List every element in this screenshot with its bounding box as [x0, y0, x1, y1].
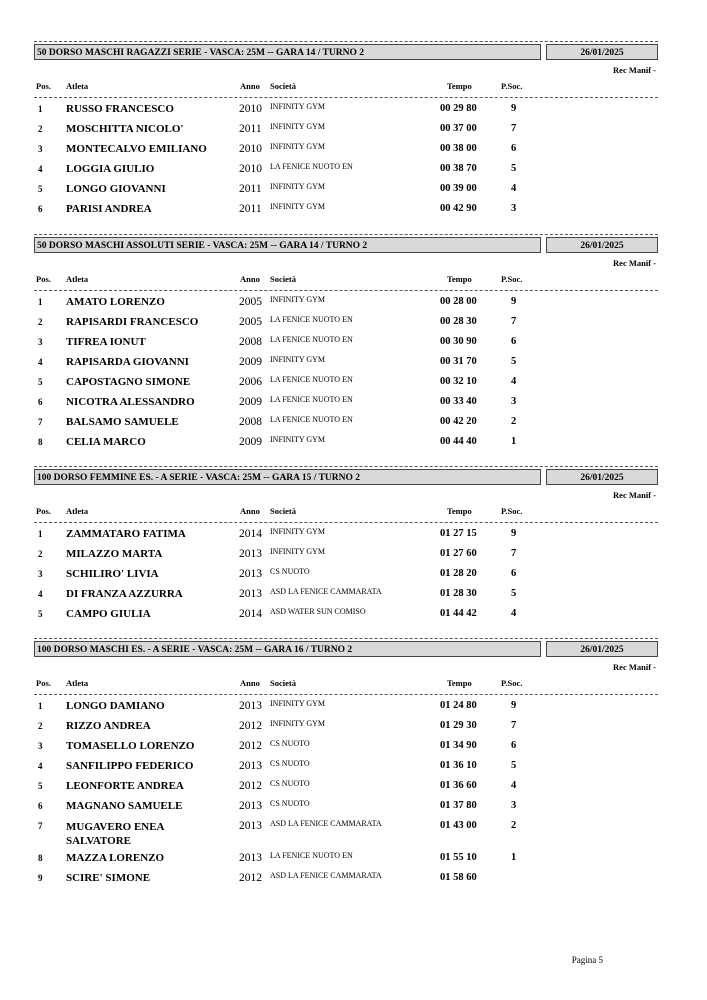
club-name: ASD LA FENICE CAMMARATA [270, 871, 382, 880]
club-points: 2 [511, 820, 517, 831]
club-name: LA FENICE NUOTO EN [270, 375, 353, 384]
club-name: LA FENICE NUOTO EN [270, 395, 353, 404]
header-divider [34, 522, 658, 523]
athlete-name: LONGO GIOVANNI [66, 183, 166, 195]
birth-year: 2011 [239, 123, 262, 135]
page-number: Pagina 5 [571, 955, 603, 965]
result-row [0, 296, 707, 314]
swim-time: 01 29 30 [440, 720, 477, 731]
swim-time: 01 43 00 [440, 820, 477, 831]
position: 1 [38, 701, 43, 711]
column-header-club: Società [270, 81, 296, 91]
club-name: INFINITY GYM [270, 719, 326, 728]
column-header-year: Anno [240, 274, 260, 284]
birth-year: 2009 [239, 356, 262, 368]
athlete-name: LONGO DAMIANO [66, 700, 165, 712]
athlete-name: MAGNANO SAMUELE [66, 800, 183, 812]
club-points: 1 [511, 852, 517, 863]
result-row [0, 760, 707, 778]
swim-time: 01 24 80 [440, 700, 477, 711]
column-header-pos: Pos. [36, 678, 51, 688]
club-name: LA FENICE NUOTO EN [270, 851, 353, 860]
athlete-name: RAPISARDA GIOVANNI [66, 356, 189, 368]
swim-time: 00 42 20 [440, 416, 477, 427]
club-name: INFINITY GYM [270, 182, 326, 191]
club-name: ASD WATER SUN COMISO [270, 607, 366, 616]
result-row [0, 700, 707, 718]
athlete-name: MILAZZO MARTA [66, 548, 163, 560]
column-header-year: Anno [240, 81, 260, 91]
result-row [0, 163, 707, 181]
header-divider [34, 290, 658, 291]
result-row [0, 852, 707, 870]
position: 3 [38, 741, 43, 751]
position: 1 [38, 104, 43, 114]
race-title: 100 DORSO FEMMINE ES. - A SERIE - VASCA: 25M -- GARA 15 / TURNO 2 [34, 469, 541, 485]
swim-time: 00 37 00 [440, 123, 477, 134]
birth-year: 2013 [239, 760, 262, 772]
club-points: 9 [511, 528, 517, 539]
position: 2 [38, 124, 43, 134]
column-header-club: Società [270, 274, 296, 284]
column-headers [0, 274, 707, 287]
column-header-club: Società [270, 678, 296, 688]
birth-year: 2006 [239, 376, 262, 388]
column-headers [0, 81, 707, 94]
column-header-athlete: Atleta [66, 678, 89, 688]
record-label: Rec Manif - [613, 490, 656, 500]
swim-time: 00 29 80 [440, 103, 477, 114]
club-name: INFINITY GYM [270, 355, 326, 364]
section-top-divider [34, 638, 658, 639]
club-points: 7 [511, 316, 517, 327]
birth-year: 2013 [239, 588, 262, 600]
club-points: 4 [511, 376, 517, 387]
club-name: CS NUOTO [270, 759, 310, 768]
birth-year: 2013 [239, 700, 262, 712]
club-name: CS NUOTO [270, 739, 310, 748]
club-points: 7 [511, 548, 517, 559]
club-points: 5 [511, 356, 517, 367]
position: 8 [38, 853, 43, 863]
club-points: 6 [511, 143, 517, 154]
section-top-divider [34, 466, 658, 467]
position: 4 [38, 589, 43, 599]
athlete-name: NICOTRA ALESSANDRO [66, 396, 195, 408]
race-title: 50 DORSO MASCHI ASSOLUTI SERIE - VASCA: 25M -- GARA 14 / TURNO 2 [34, 237, 541, 253]
column-header-pos: Pos. [36, 506, 51, 516]
result-row [0, 608, 707, 626]
result-row [0, 740, 707, 758]
club-name: ASD LA FENICE CAMMARATA [270, 587, 382, 596]
swim-time: 01 28 20 [440, 568, 477, 579]
column-header-pos: Pos. [36, 274, 51, 284]
club-points: 3 [511, 396, 517, 407]
column-header-athlete: Atleta [66, 81, 89, 91]
club-name: CS NUOTO [270, 567, 310, 576]
position: 5 [38, 377, 43, 387]
club-points: 6 [511, 336, 517, 347]
club-points: 3 [511, 203, 517, 214]
column-header-points: P.Soc. [501, 81, 523, 91]
column-header-time: Tempo [447, 81, 472, 91]
position: 7 [38, 417, 43, 427]
swim-time: 00 32 10 [440, 376, 477, 387]
birth-year: 2012 [239, 780, 262, 792]
result-row [0, 336, 707, 354]
column-header-year: Anno [240, 506, 260, 516]
result-row [0, 416, 707, 434]
swim-time: 01 36 60 [440, 780, 477, 791]
club-points: 5 [511, 588, 517, 599]
record-label: Rec Manif - [613, 258, 656, 268]
club-name: LA FENICE NUOTO EN [270, 162, 353, 171]
birth-year: 2013 [239, 548, 262, 560]
race-title: 50 DORSO MASCHI RAGAZZI SERIE - VASCA: 25M -- GARA 14 / TURNO 2 [34, 44, 541, 60]
column-headers [0, 678, 707, 691]
birth-year: 2011 [239, 203, 262, 215]
result-row [0, 568, 707, 586]
position: 8 [38, 437, 43, 447]
swim-time: 00 42 90 [440, 203, 477, 214]
record-label: Rec Manif - [613, 65, 656, 75]
position: 2 [38, 721, 43, 731]
column-header-time: Tempo [447, 506, 472, 516]
result-row [0, 819, 707, 847]
club-name: INFINITY GYM [270, 202, 326, 211]
birth-year: 2014 [239, 608, 262, 620]
position: 1 [38, 297, 43, 307]
position: 4 [38, 357, 43, 367]
position: 5 [38, 184, 43, 194]
birth-year: 2009 [239, 436, 262, 448]
athlete-name: SCHILIRO' LIVIA [66, 568, 159, 580]
athlete-name: TIFREA IONUT [66, 336, 146, 348]
club-name: CS NUOTO [270, 779, 310, 788]
athlete-name: ZAMMATARO FATIMA [66, 528, 186, 540]
athlete-name: RAPISARDI FRANCESCO [66, 316, 199, 328]
club-name: INFINITY GYM [270, 435, 326, 444]
club-points: 4 [511, 183, 517, 194]
result-row [0, 396, 707, 414]
result-row [0, 720, 707, 738]
birth-year: 2005 [239, 296, 262, 308]
club-points: 9 [511, 296, 517, 307]
result-row [0, 436, 707, 454]
result-row [0, 800, 707, 818]
position: 6 [38, 204, 43, 214]
race-date: 26/01/2025 [546, 237, 658, 253]
result-row [0, 588, 707, 606]
club-points: 9 [511, 103, 517, 114]
athlete-name: CAMPO GIULIA [66, 608, 151, 620]
swim-time: 01 28 30 [440, 588, 477, 599]
column-header-year: Anno [240, 678, 260, 688]
result-row [0, 780, 707, 798]
swim-time: 00 38 00 [440, 143, 477, 154]
column-headers [0, 506, 707, 519]
birth-year: 2005 [239, 316, 262, 328]
athlete-name: MONTECALVO EMILIANO [66, 143, 207, 155]
race-title: 100 DORSO MASCHI ES. - A SERIE - VASCA: 25M -- GARA 16 / TURNO 2 [34, 641, 541, 657]
birth-year: 2012 [239, 872, 262, 884]
birth-year: 2010 [239, 143, 262, 155]
club-points: 4 [511, 608, 517, 619]
column-header-athlete: Atleta [66, 274, 89, 284]
swim-time: 01 55 10 [440, 852, 477, 863]
athlete-name: LEONFORTE ANDREA [66, 780, 184, 792]
position: 5 [38, 609, 43, 619]
position: 3 [38, 569, 43, 579]
club-points: 7 [511, 123, 517, 134]
swim-time: 01 58 60 [440, 872, 477, 883]
position: 4 [38, 761, 43, 771]
club-name: CS NUOTO [270, 799, 310, 808]
result-row [0, 123, 707, 141]
column-header-time: Tempo [447, 678, 472, 688]
club-name: INFINITY GYM [270, 102, 326, 111]
swim-time: 00 30 90 [440, 336, 477, 347]
athlete-name: SANFILIPPO FEDERICO [66, 760, 194, 772]
athlete-name: TOMASELLO LORENZO [66, 740, 195, 752]
result-row [0, 548, 707, 566]
column-header-time: Tempo [447, 274, 472, 284]
club-points: 2 [511, 416, 517, 427]
column-header-points: P.Soc. [501, 678, 523, 688]
athlete-name: PARISI ANDREA [66, 203, 152, 215]
birth-year: 2008 [239, 416, 262, 428]
club-points: 9 [511, 700, 517, 711]
column-header-club: Società [270, 506, 296, 516]
swim-time: 00 38 70 [440, 163, 477, 174]
swim-time: 00 31 70 [440, 356, 477, 367]
athlete-name: LOGGIA GIULIO [66, 163, 155, 175]
birth-year: 2013 [239, 852, 262, 864]
position: 6 [38, 397, 43, 407]
position: 2 [38, 317, 43, 327]
birth-year: 2014 [239, 528, 262, 540]
athlete-name: SCIRE' SIMONE [66, 872, 151, 884]
result-row [0, 872, 707, 890]
swim-time: 00 44 40 [440, 436, 477, 447]
club-name: ASD LA FENICE CAMMARATA [270, 819, 382, 828]
swim-time: 01 27 15 [440, 528, 477, 539]
club-name: INFINITY GYM [270, 527, 326, 536]
position: 6 [38, 801, 43, 811]
section-top-divider [34, 41, 658, 42]
swim-time: 01 36 10 [440, 760, 477, 771]
swim-time: 01 27 60 [440, 548, 477, 559]
athlete-name: RIZZO ANDREA [66, 720, 151, 732]
athlete-name: MUGAVERO ENEA SALVATORE [66, 821, 164, 847]
header-divider [34, 97, 658, 98]
athlete-name: CAPOSTAGNO SIMONE [66, 376, 191, 388]
club-name: LA FENICE NUOTO EN [270, 335, 353, 344]
column-header-points: P.Soc. [501, 506, 523, 516]
position: 7 [38, 821, 43, 831]
club-name: INFINITY GYM [270, 122, 326, 131]
club-name: INFINITY GYM [270, 142, 326, 151]
club-points: 1 [511, 436, 517, 447]
result-row [0, 376, 707, 394]
column-header-points: P.Soc. [501, 274, 523, 284]
result-row [0, 143, 707, 161]
result-row [0, 528, 707, 546]
club-points: 4 [511, 780, 517, 791]
birth-year: 2013 [239, 800, 262, 812]
club-points: 7 [511, 720, 517, 731]
club-name: LA FENICE NUOTO EN [270, 315, 353, 324]
race-date: 26/01/2025 [546, 641, 658, 657]
swim-time: 01 44 42 [440, 608, 477, 619]
athlete-name: CELIA MARCO [66, 436, 146, 448]
athlete-name: AMATO LORENZO [66, 296, 165, 308]
club-name: INFINITY GYM [270, 295, 326, 304]
header-divider [34, 694, 658, 695]
position: 1 [38, 529, 43, 539]
result-row [0, 203, 707, 221]
swim-time: 01 34 90 [440, 740, 477, 751]
swim-time: 00 28 00 [440, 296, 477, 307]
position: 9 [38, 873, 43, 883]
race-date: 26/01/2025 [546, 469, 658, 485]
position: 5 [38, 781, 43, 791]
club-points: 6 [511, 568, 517, 579]
swim-time: 01 37 80 [440, 800, 477, 811]
record-label: Rec Manif - [613, 662, 656, 672]
result-row [0, 183, 707, 201]
birth-year: 2008 [239, 336, 262, 348]
birth-year: 2009 [239, 396, 262, 408]
birth-year: 2013 [239, 568, 262, 580]
birth-year: 2012 [239, 740, 262, 752]
athlete-name: RUSSO FRANCESCO [66, 103, 174, 115]
position: 3 [38, 144, 43, 154]
club-name: LA FENICE NUOTO EN [270, 415, 353, 424]
birth-year: 2012 [239, 720, 262, 732]
section-top-divider [34, 234, 658, 235]
swim-time: 00 39 00 [440, 183, 477, 194]
swim-time: 00 28 30 [440, 316, 477, 327]
club-points: 6 [511, 740, 517, 751]
birth-year: 2010 [239, 103, 262, 115]
birth-year: 2013 [239, 820, 262, 832]
club-name: INFINITY GYM [270, 547, 326, 556]
athlete-name: DI FRANZA AZZURRA [66, 588, 183, 600]
club-points: 5 [511, 760, 517, 771]
club-name: INFINITY GYM [270, 699, 326, 708]
result-row [0, 103, 707, 121]
club-points: 5 [511, 163, 517, 174]
birth-year: 2010 [239, 163, 262, 175]
column-header-athlete: Atleta [66, 506, 89, 516]
result-row [0, 356, 707, 374]
swim-time: 00 33 40 [440, 396, 477, 407]
position: 3 [38, 337, 43, 347]
birth-year: 2011 [239, 183, 262, 195]
athlete-name: BALSAMO SAMUELE [66, 416, 179, 428]
column-header-pos: Pos. [36, 81, 51, 91]
result-row [0, 316, 707, 334]
position: 2 [38, 549, 43, 559]
race-date: 26/01/2025 [546, 44, 658, 60]
position: 4 [38, 164, 43, 174]
club-points: 3 [511, 800, 517, 811]
athlete-name: MOSCHITTA NICOLO' [66, 123, 184, 135]
athlete-name: MAZZA LORENZO [66, 852, 165, 864]
